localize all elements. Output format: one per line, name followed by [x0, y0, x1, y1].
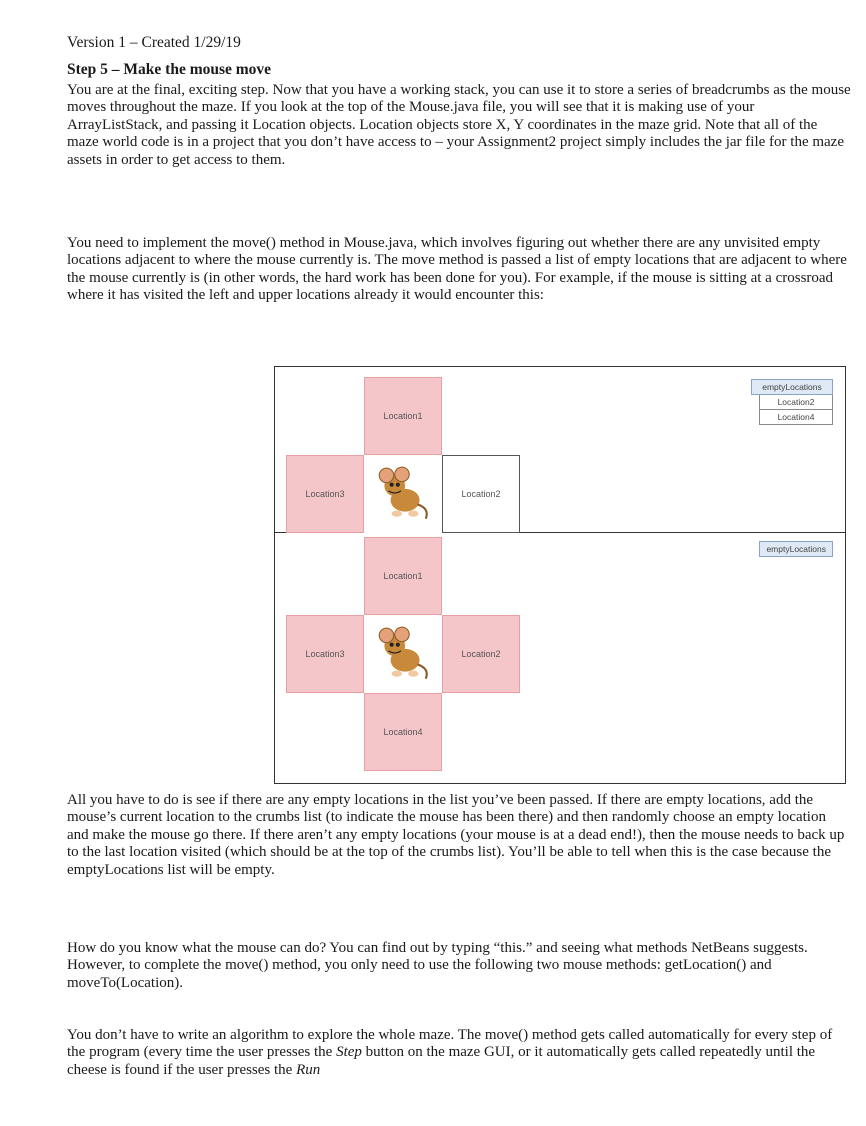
mouse-icon	[372, 623, 434, 685]
cell-location3: Location3	[286, 455, 364, 533]
maze-example-figure	[274, 366, 846, 784]
list-item: Location2	[759, 395, 833, 410]
cell-location2: Location2	[442, 615, 520, 693]
paragraph-instructions: All you have to do is see if there are any empty locations in the list you’ve been passed. If there are empty locations, add the mouse’s current location to the crumbs list (to indicate the mouse has been there) and then randomly choose an empty location and make the mouse go there. If there aren’t any empty locations (your mouse is at a dead end!), then the mouse needs to back up to the last location visited (which should be at the top of the crumbs list). You’ll be able to tell when this is the case because the emptyLocations list will be empty.	[67, 792, 845, 878]
para5-text-a: You don’t have to write an algorithm to explore the whole maze. The move() method gets called automatically for every step of the program (every time the user presses the	[67, 1027, 833, 1061]
list-header: emptyLocations	[751, 379, 833, 395]
cell-mouse	[364, 455, 442, 533]
paragraph-move-method: You need to implement the move() method in Mouse.java, which involves figuring out whether there are any unvisited empty locations adjacent to where the mouse currently is. The move method is passed a list of empty locations that are adjacent to where the mouse currently is (in other words, the hard work has been done for you). For example, if the mouse is sitting at a crossroad where it has visited the left and upper locations already it would encounter this:	[67, 235, 847, 304]
paragraph-methods: How do you know what the mouse can do? You can find out by typing “this.” and seeing what methods NetBeans suggests. However, to complete the move() method, you only need to use the following two mouse methods: getLocation() and moveTo(Location).	[67, 940, 808, 991]
cell-location4: Location4	[364, 693, 442, 771]
cell-location1: Location1	[364, 537, 442, 615]
list-item: Location4	[759, 410, 833, 425]
step-button-name: Step	[336, 1044, 362, 1061]
mouse-icon	[372, 463, 434, 525]
figure-panel-top	[275, 367, 845, 533]
cell-location1: Location1	[364, 377, 442, 455]
paragraph-algorithm	[67, 1027, 851, 1079]
cell-location3: Location3	[286, 615, 364, 693]
step-title: Step 5 – Make the mouse move	[67, 61, 272, 78]
empty-locations-list	[759, 541, 833, 557]
paragraph-intro: You are at the final, exciting step. Now that you have a working stack, you can use it to store a series of breadcrumbs as the mouse moves throughout the maze. If you look at the top of the Mouse.java file, you will see that it is making use of your ArrayListStack, and passing it Location objects. Location objects store X, Y coordinates in the maze grid. Note that all of the maze world code is in a project that you don’t have access to – your Assignment2 project simply includes the jar file for the maze assets in order to get access to them.	[67, 82, 851, 168]
figure-panel-bottom	[275, 533, 845, 783]
cell-location2: Location2	[442, 455, 520, 533]
run-button-name: Run	[296, 1061, 321, 1078]
version-line: Version 1 – Created 1/29/19	[67, 34, 241, 51]
list-header: emptyLocations	[759, 541, 833, 557]
para5-text-b: button on the maze GUI, or it automatically gets called repeatedly until the cheese is found if the user presses the	[67, 1044, 816, 1078]
empty-locations-list	[751, 379, 833, 425]
cell-mouse	[364, 615, 442, 693]
